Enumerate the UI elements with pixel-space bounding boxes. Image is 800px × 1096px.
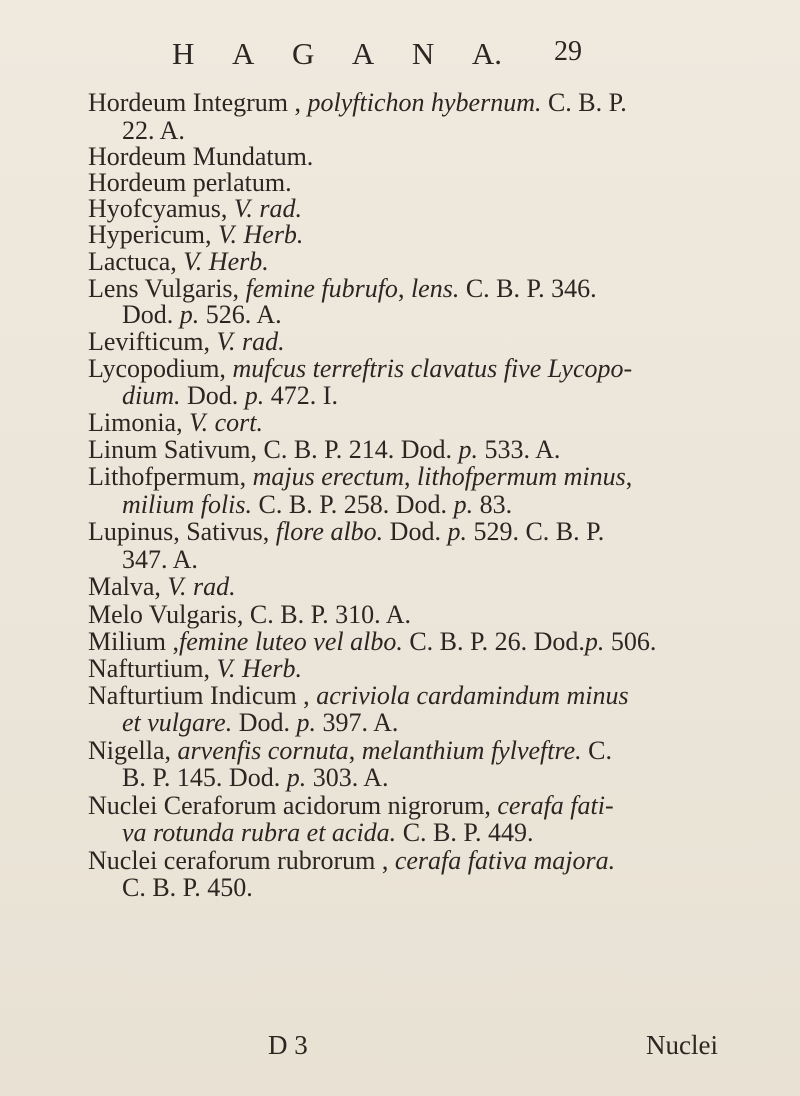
page-number: 29 [554,36,582,67]
entry-text: Lens Vulgaris, [88,274,246,303]
entry-line [88,600,411,630]
entry-text: Linum Sativum, C. B. P. 214. Dod. [88,435,459,464]
entry-text: 397. A. [316,708,399,737]
entry-text: Nuclei ceraforum rubrorum , [88,846,395,875]
entry-line [88,435,560,465]
catchword: Nuclei [646,1030,718,1060]
entry-text: C. [581,736,613,765]
entry-text: Nafturtium, [88,654,217,683]
entry-text: Nafturtium Indicum , [88,681,317,710]
entry-italic-text: V. rad. [167,572,236,601]
entry-italic-text: cerafa fati- [497,791,614,820]
entry-italic-text: V. Herb. [216,654,302,683]
entry-italic-text: arvenfis cornuta [177,736,349,765]
entry-italic-text: acriviola cardamindum minus [316,681,629,710]
entry-text: 472. I. [264,381,338,410]
entry-italic-text: femine fubrufo [245,274,398,303]
running-title-letter: A. [471,36,502,71]
entry-italic-text: lithofpermum minus [417,462,626,491]
entry-italic-text: p. [244,381,265,410]
entry-text: , [397,274,411,303]
entry-line [122,818,533,848]
entry-text: B. P. 145. Dod. [122,763,287,792]
entry-line [88,462,632,492]
running-title-letter: A [231,36,255,71]
entry-italic-text: va rotunda rubra et acida. [122,818,397,847]
entry-text: 303. A. [306,763,389,792]
entry-italic-text: p. [286,763,307,792]
entry-text: Dod. [180,381,245,410]
entry-italic-text: V. Herb. [183,247,269,276]
entry-text: C. B. P. 26. Dod. [402,627,585,656]
entry-text: , [348,736,362,765]
entry-text: Hordeum perlatum. [88,168,292,197]
entry-text: C. B. P. 450. [122,873,253,902]
running-title-letter: N [411,36,435,71]
entry-text: Lactuca, [88,247,184,276]
entry-line [122,381,338,411]
entry-italic-text: flore albo. [275,517,384,546]
entry-line [88,791,614,821]
entry-italic-text: lens. [410,274,460,303]
entry-italic-text: femine luteo vel albo. [179,627,403,656]
entry-text: Lithofpermum, [88,462,253,491]
entry-text: Malva, [88,572,168,601]
entry-text: 506. [604,627,657,656]
entry-italic-text: et vulgare. [122,708,233,737]
entry-italic-text: V. rad. [216,327,285,356]
entry-text: 529. C. B. P. [466,517,605,546]
entry-italic-text: p. [453,490,474,519]
entry-text: 526. A. [199,300,282,329]
entry-italic-text: cerafa fativa majora. [394,846,616,875]
entry-line [88,681,629,711]
entry-line [88,88,627,118]
entry-italic-text: polyftichon hybernum. [307,88,542,117]
entry-italic-text: p. [458,435,479,464]
entry-line [122,708,398,738]
entry-text: Hypericum, [88,220,218,249]
entry-text: 347. A. [122,545,198,574]
entry-text: Lycopodium, [88,354,233,383]
entry-text: 83. [473,490,513,519]
entry-text: Hyofcyamus, [88,194,234,223]
entry-line [88,736,612,766]
entry-italic-text: p. [179,300,200,329]
entry-line [88,846,615,876]
entry-line [88,654,302,684]
entry-text: , [625,462,633,491]
entry-italic-text: p. [296,708,317,737]
entry-italic-text: majus erectum [252,462,405,491]
entry-text: Dod. [383,517,448,546]
running-title-letter: H [172,36,195,71]
entry-text: 533. A. [478,435,561,464]
entry-italic-text: mufcus terreftris clavatus five Lycopo- [232,354,633,383]
entry-line [122,490,512,520]
running-header [172,36,582,76]
entry-text: , [404,462,418,491]
entry-line [122,300,282,330]
signature-mark: D 3 [268,1030,308,1060]
entry-italic-text: V. Herb. [217,220,304,249]
entry-text: Hordeum Mundatum. [88,142,314,171]
entry-text: C. B. P. 258. Dod. [252,490,454,519]
entry-line [88,327,285,357]
entry-text: Levifticum, [88,327,217,356]
entry-line [122,545,198,575]
entry-italic-text: p. [447,517,467,546]
entry-line [88,354,632,384]
entry-italic-text: melanthium fylveftre. [361,736,582,765]
entry-line [88,408,263,438]
entry-italic-text: V. rad. [233,194,303,223]
entry-text: Dod. [122,300,180,329]
entry-italic-text: milium folis. [122,490,253,519]
entry-text: Hordeum Integrum , [88,88,308,117]
entry-line [88,517,604,547]
running-title-letter: A [351,36,375,71]
entry-line [88,627,656,657]
entry-italic-text: V. cort. [189,408,264,437]
entry-text: C. B. P. 346. [459,274,597,303]
running-title [172,36,502,72]
entry-text: 22. A. [122,116,185,145]
entry-text: C. B. P. 449. [396,818,534,847]
entry-line [88,247,269,277]
entry-text: Melo Vulgaris, C. B. P. 310. A. [88,600,411,629]
entry-line [122,873,253,903]
entry-text: C. B. P. [541,88,627,117]
entry-text: Limonia, [88,408,190,437]
entry-line [122,763,389,793]
entry-text: Lupinus, Sativus, [88,517,276,546]
running-title-letter: G [291,36,315,71]
entry-text: Nigella, [88,736,178,765]
entry-line [88,220,303,250]
entry-line [88,572,236,602]
entry-italic-text: dium. [122,381,181,410]
entry-italic-text: p. [584,627,605,656]
entry-text: Dod. [232,708,297,737]
entry-text: Nuclei Ceraforum acidorum nigrorum, [88,791,498,820]
entry-text: Milium , [88,627,180,656]
